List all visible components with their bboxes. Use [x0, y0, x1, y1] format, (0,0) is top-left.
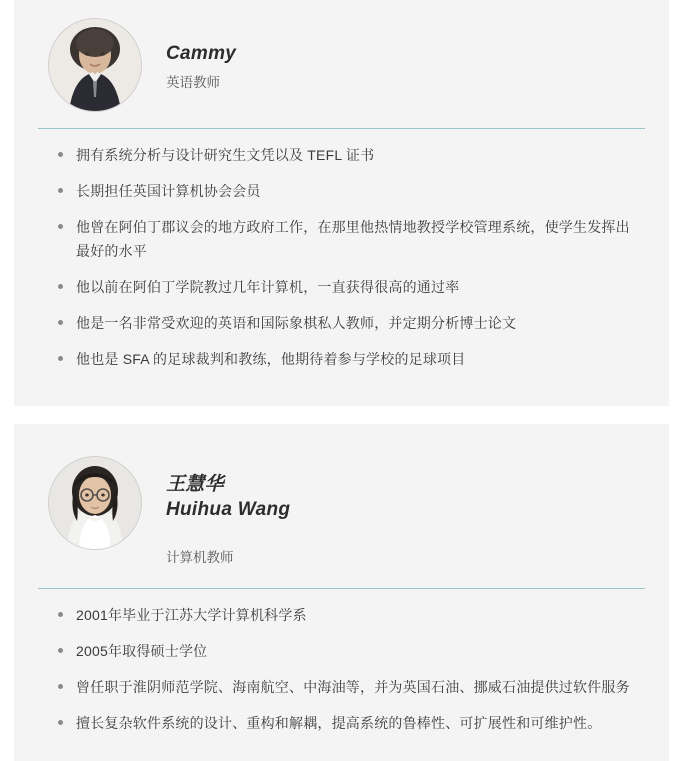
person-name: Cammy — [166, 43, 237, 65]
list-item: 2005年取得硕士学位 — [56, 639, 639, 663]
avatar-photo-huihua — [48, 456, 142, 550]
profile-card-huihua — [14, 424, 669, 761]
header-divider — [38, 588, 645, 589]
person-role: 计算机教师 — [166, 549, 234, 565]
bio-bullet-list — [38, 603, 645, 735]
person-role: 英语教师 — [166, 74, 220, 90]
profile-name-block — [166, 456, 290, 568]
person-name-en: Huihua Wang — [166, 499, 291, 521]
profile-header — [38, 442, 645, 586]
list-item: 他以前在阿伯丁学院教过几年计算机，一直获得很高的通过率 — [56, 275, 639, 299]
list-item: 曾任职于淮阴师范学院、海南航空、中海油等，并为英国石油、挪威石油提供过软件服务 — [56, 675, 639, 699]
list-item: 擅长复杂软件系统的设计、重构和解耦，提高系统的鲁棒性、可扩展性和可维护性。 — [56, 711, 639, 735]
list-item: 2001年毕业于江苏大学计算机科学系 — [56, 603, 639, 627]
profile-card-cammy — [14, 0, 669, 406]
avatar-photo-cammy — [48, 18, 142, 112]
profile-name-block — [166, 37, 236, 93]
list-item: 拥有系统分析与设计研究生文凭以及 TEFL 证书 — [56, 143, 639, 167]
profile-header — [38, 14, 645, 126]
list-item: 长期担任英国计算机协会会员 — [56, 179, 639, 203]
list-item: 他也是 SFA 的足球裁判和教练，他期待着参与学校的足球项目 — [56, 347, 639, 371]
header-divider — [38, 128, 645, 129]
bio-bullet-list — [38, 143, 645, 372]
list-item: 他曾在阿伯丁郡议会的地方政府工作，在那里他热情地教授学校管理系统，使学生发挥出最好的水平 — [56, 215, 639, 263]
list-item: 他是一名非常受欢迎的英语和国际象棋私人教师，并定期分析博士论文 — [56, 311, 639, 335]
person-name: 王慧华 — [166, 473, 224, 495]
